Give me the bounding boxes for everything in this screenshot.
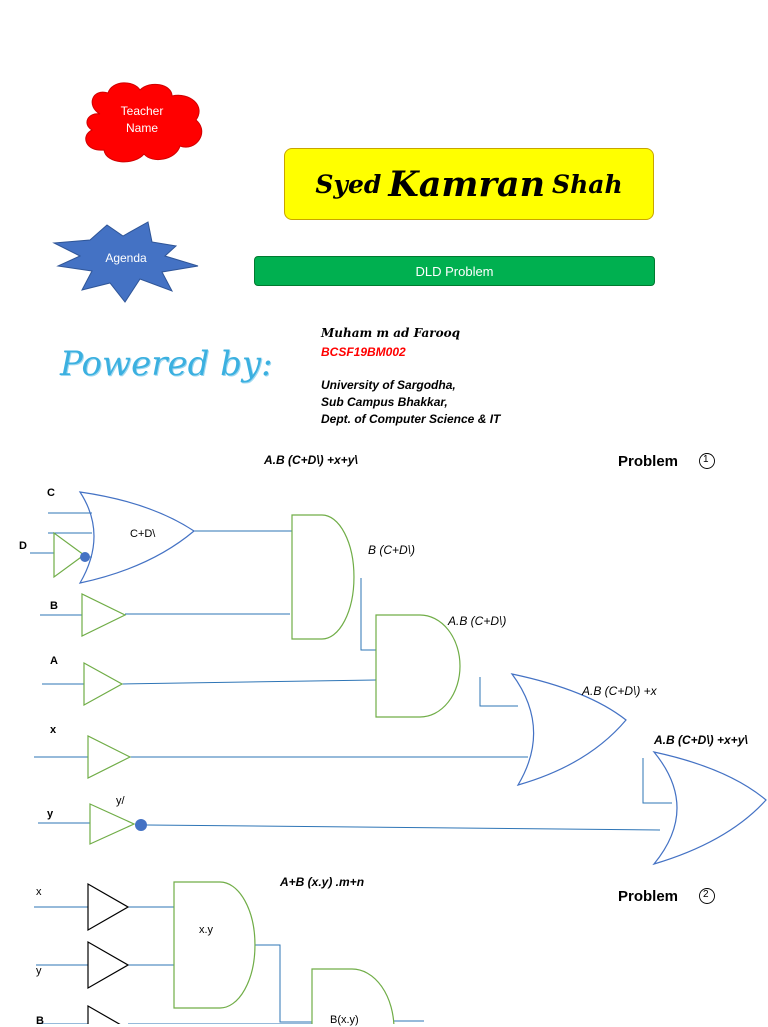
author-university: University of Sargodha,	[321, 378, 456, 392]
problem1-heading: A.B (C+D\) +x+y\	[264, 453, 358, 467]
teacher-badge	[96, 103, 188, 137]
not-gate-d	[54, 533, 84, 577]
and-gate-3	[174, 882, 255, 1008]
or-gate-2-label: A.B (C+D\) +x	[582, 684, 657, 698]
problem2-heading: A+B (x.y) .m+n	[280, 875, 365, 889]
p2-input-x-label: x	[36, 886, 42, 898]
input-a-label: A	[50, 655, 58, 667]
or-gate-3	[654, 752, 766, 864]
agenda-badge: Agenda	[105, 251, 147, 265]
or-gate-1-label: C+D\	[130, 528, 156, 540]
inverted-y-label: y/	[116, 795, 125, 807]
p2-input-b-label: B	[36, 1015, 44, 1027]
teacher-last-name: Shah	[552, 169, 623, 199]
buffer-gate-b	[82, 594, 125, 636]
teacher-badge-line1: Teacher	[120, 104, 164, 118]
buffer-gate-x	[88, 736, 130, 778]
teacher-badge-line2: Name	[125, 121, 158, 135]
input-d-label: D	[19, 540, 27, 552]
input-c-label: C	[47, 487, 55, 499]
buffer-gate-y2	[88, 942, 128, 988]
problem1-label: Problem	[618, 453, 679, 470]
inverter-bubble-d	[80, 552, 90, 562]
and-gate-2-label: A.B (C+D\)	[448, 614, 507, 628]
author-roll: BCSF19BM002	[321, 345, 406, 359]
not-gate-y	[90, 804, 134, 844]
and-gate-1	[292, 515, 354, 639]
inverter-bubble-y	[135, 819, 147, 831]
p2-and-gate-2-label: B(x.y)	[330, 1014, 359, 1026]
author-campus: Sub Campus Bhakkar,	[321, 395, 448, 409]
and-gate-1-label: B (C+D\)	[368, 543, 416, 557]
teacher-name-box	[284, 148, 654, 220]
buffer-gate-x2	[88, 884, 128, 930]
buffer-gate-b2	[88, 1006, 128, 1024]
p2-input-y-label: y	[36, 965, 42, 977]
and-gate-2	[376, 615, 460, 717]
problem2-label: Problem	[618, 888, 679, 905]
or-gate-3-label: A.B (C+D\) +x+y\	[654, 733, 748, 747]
author-name: Muham m ad Farooq	[321, 326, 460, 340]
buffer-gate-a	[84, 663, 122, 705]
input-b-label: B	[50, 600, 58, 612]
p2-and-gate-1-label: x.y	[199, 924, 214, 936]
teacher-middle-name: Kamran	[388, 163, 546, 205]
author-dept: Dept. of Computer Science & IT	[321, 412, 501, 426]
powered-by-text: Powered by:	[60, 344, 273, 384]
problem1-number: 1	[703, 454, 709, 465]
topic-banner: DLD Problem	[254, 256, 655, 286]
input-y-label: y	[47, 808, 54, 820]
teacher-first-name: Syed	[315, 169, 382, 199]
input-x-label: x	[50, 724, 57, 736]
problem2-number: 2	[703, 889, 709, 900]
